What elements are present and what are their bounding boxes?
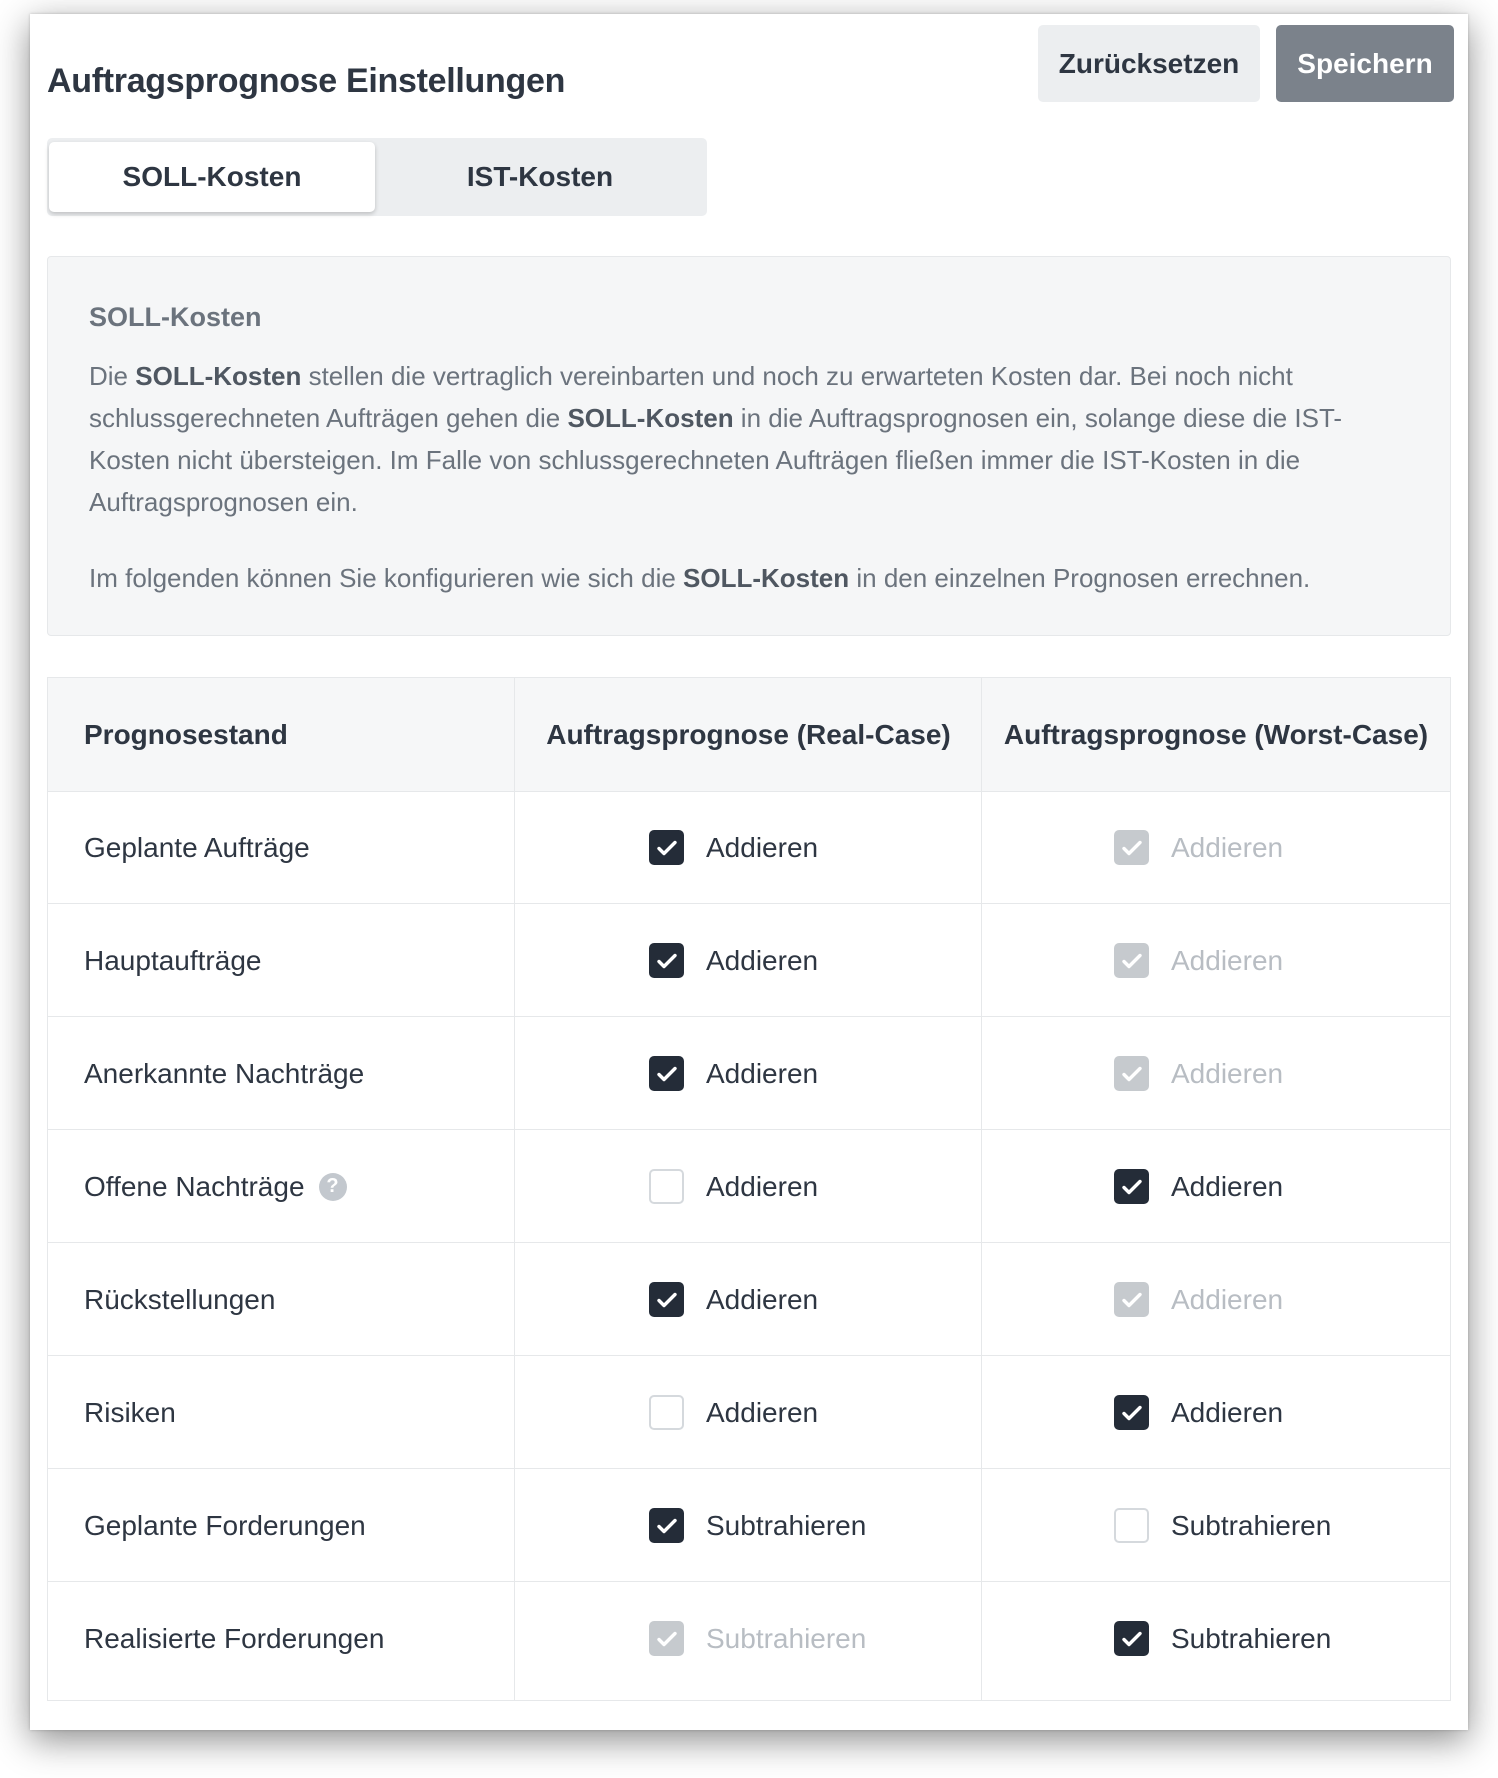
real-case-label: Addieren xyxy=(706,831,819,863)
real-case-option xyxy=(649,1130,818,1243)
text: in den einzelnen Prognosen errechnen. xyxy=(849,563,1311,593)
row-label-text: Anerkannte Nachträge xyxy=(84,1057,365,1089)
worst-case-label: Addieren xyxy=(1171,944,1284,976)
row-label-text: Offene Nachträge xyxy=(84,1170,305,1202)
worst-case-label: Addieren xyxy=(1171,831,1284,863)
check-icon xyxy=(655,1062,679,1086)
worst-case-label: Subtrahieren xyxy=(1171,1509,1332,1541)
row-label-text: Realisierte Forderungen xyxy=(84,1622,385,1654)
worst-case-label: Addieren xyxy=(1171,1396,1284,1428)
column-divider xyxy=(514,678,515,1700)
page-title: Auftragsprognose Einstellungen xyxy=(47,62,566,100)
column-header-real-case: Auftragsprognose (Real-Case) xyxy=(546,718,951,750)
info-title: SOLL-Kosten xyxy=(89,302,262,332)
check-icon xyxy=(1120,1175,1144,1199)
row-label xyxy=(84,1017,364,1130)
row-label-text: Hauptaufträge xyxy=(84,944,262,976)
real-case-label: Addieren xyxy=(706,944,819,976)
highlight: SOLL-Kosten xyxy=(135,361,302,391)
check-icon xyxy=(1120,1627,1144,1651)
real-case-checkbox[interactable] xyxy=(649,1169,684,1204)
table-row xyxy=(48,1469,1450,1582)
real-case-checkbox[interactable] xyxy=(649,1395,684,1430)
row-label-text: Geplante Aufträge xyxy=(84,831,310,863)
real-case-checkbox[interactable] xyxy=(649,1056,684,1091)
info-paragraph-2 xyxy=(89,557,1409,599)
row-label xyxy=(84,791,310,904)
real-case-label: Subtrahieren xyxy=(706,1622,867,1654)
table-row xyxy=(48,1017,1450,1130)
table-row xyxy=(48,904,1450,1017)
check-icon xyxy=(655,1627,679,1651)
worst-case-label: Subtrahieren xyxy=(1171,1622,1332,1654)
table-row xyxy=(48,1243,1450,1356)
real-case-label: Addieren xyxy=(706,1170,819,1202)
column-header-worst-case: Auftragsprognose (Worst-Case) xyxy=(1003,718,1429,750)
check-icon xyxy=(1120,1401,1144,1425)
row-label xyxy=(84,1130,347,1243)
table-row xyxy=(48,1356,1450,1469)
check-icon xyxy=(1120,949,1144,973)
text: Die xyxy=(89,361,136,391)
check-icon xyxy=(1120,1062,1144,1086)
highlight: SOLL-Kosten xyxy=(683,563,850,593)
column-divider xyxy=(981,678,982,1700)
real-case-option xyxy=(649,1356,818,1469)
worst-case-option xyxy=(1114,1356,1283,1469)
real-case-checkbox[interactable] xyxy=(649,1282,684,1317)
real-case-option xyxy=(649,1582,866,1695)
worst-case-checkbox[interactable] xyxy=(1114,1395,1149,1430)
check-icon xyxy=(1120,1288,1144,1312)
row-label xyxy=(84,1356,176,1469)
real-case-option xyxy=(649,791,818,904)
check-icon xyxy=(655,836,679,860)
forecast-table xyxy=(47,677,1451,1701)
row-label-text: Risiken xyxy=(84,1396,176,1428)
real-case-label: Subtrahieren xyxy=(706,1509,867,1541)
tab-soll-kosten[interactable]: SOLL-Kosten xyxy=(49,142,375,212)
worst-case-checkbox xyxy=(1114,830,1149,865)
worst-case-checkbox xyxy=(1114,1282,1149,1317)
row-label xyxy=(84,904,261,1017)
row-label xyxy=(84,1469,366,1582)
table-row xyxy=(48,1130,1450,1243)
worst-case-option xyxy=(1114,791,1283,904)
real-case-option xyxy=(649,1469,866,1582)
worst-case-checkbox[interactable] xyxy=(1114,1621,1149,1656)
tab-ist-kosten[interactable]: IST-Kosten xyxy=(466,161,614,192)
worst-case-label: Addieren xyxy=(1171,1283,1284,1315)
worst-case-label: Addieren xyxy=(1171,1170,1284,1202)
worst-case-option xyxy=(1114,1469,1331,1582)
worst-case-label: Addieren xyxy=(1171,1057,1284,1089)
real-case-checkbox[interactable] xyxy=(649,1508,684,1543)
real-case-option xyxy=(649,1243,818,1356)
real-case-label: Addieren xyxy=(706,1283,819,1315)
reset-button[interactable]: Zurücksetzen xyxy=(1038,25,1260,102)
column-header-prognosestand: Prognosestand xyxy=(84,718,288,750)
info-paragraph-1 xyxy=(89,355,1409,523)
row-label xyxy=(84,1582,384,1695)
highlight: SOLL-Kosten xyxy=(567,403,734,433)
row-label-text: Geplante Forderungen xyxy=(84,1509,366,1541)
real-case-label: Addieren xyxy=(706,1396,819,1428)
info-panel xyxy=(47,256,1451,636)
table-header xyxy=(48,678,1450,792)
worst-case-option xyxy=(1114,904,1283,1017)
row-label xyxy=(84,1243,275,1356)
worst-case-checkbox xyxy=(1114,1056,1149,1091)
worst-case-option xyxy=(1114,1017,1283,1130)
table-row xyxy=(48,791,1450,904)
worst-case-checkbox xyxy=(1114,943,1149,978)
table-row xyxy=(48,1582,1450,1695)
real-case-checkbox xyxy=(649,1621,684,1656)
header xyxy=(30,14,1468,134)
check-icon xyxy=(655,1288,679,1312)
worst-case-option xyxy=(1114,1582,1331,1695)
real-case-option xyxy=(649,904,818,1017)
row-label-text: Rückstellungen xyxy=(84,1283,276,1315)
worst-case-checkbox[interactable] xyxy=(1114,1508,1149,1543)
worst-case-option xyxy=(1114,1243,1283,1356)
settings-window xyxy=(30,14,1468,1730)
help-icon[interactable]: ? xyxy=(319,1173,347,1201)
text: Im folgenden können Sie konfigurieren wie sich die xyxy=(89,563,684,593)
save-button[interactable]: Speichern xyxy=(1276,25,1454,102)
text: stellen die vertraglich vereinbarten und noch zu erwarteten Kosten dar. Bei noch nicht schlussgerechneten Aufträgen gehen die xyxy=(89,361,1293,433)
real-case-checkbox[interactable] xyxy=(649,943,684,978)
worst-case-option xyxy=(1114,1130,1283,1243)
check-icon xyxy=(655,949,679,973)
check-icon xyxy=(1120,836,1144,860)
tab-bar xyxy=(47,138,707,216)
text: in die Auftragsprognosen ein, solange diese die IST-Kosten nicht übersteigen. Im Falle von schlussgerechneten Aufträgen fließen immer die IST-Kosten in die Auftragsprognosen ein. xyxy=(89,403,1343,517)
worst-case-checkbox[interactable] xyxy=(1114,1169,1149,1204)
real-case-checkbox[interactable] xyxy=(649,830,684,865)
real-case-option xyxy=(649,1017,818,1130)
real-case-label: Addieren xyxy=(706,1057,819,1089)
check-icon xyxy=(655,1514,679,1538)
